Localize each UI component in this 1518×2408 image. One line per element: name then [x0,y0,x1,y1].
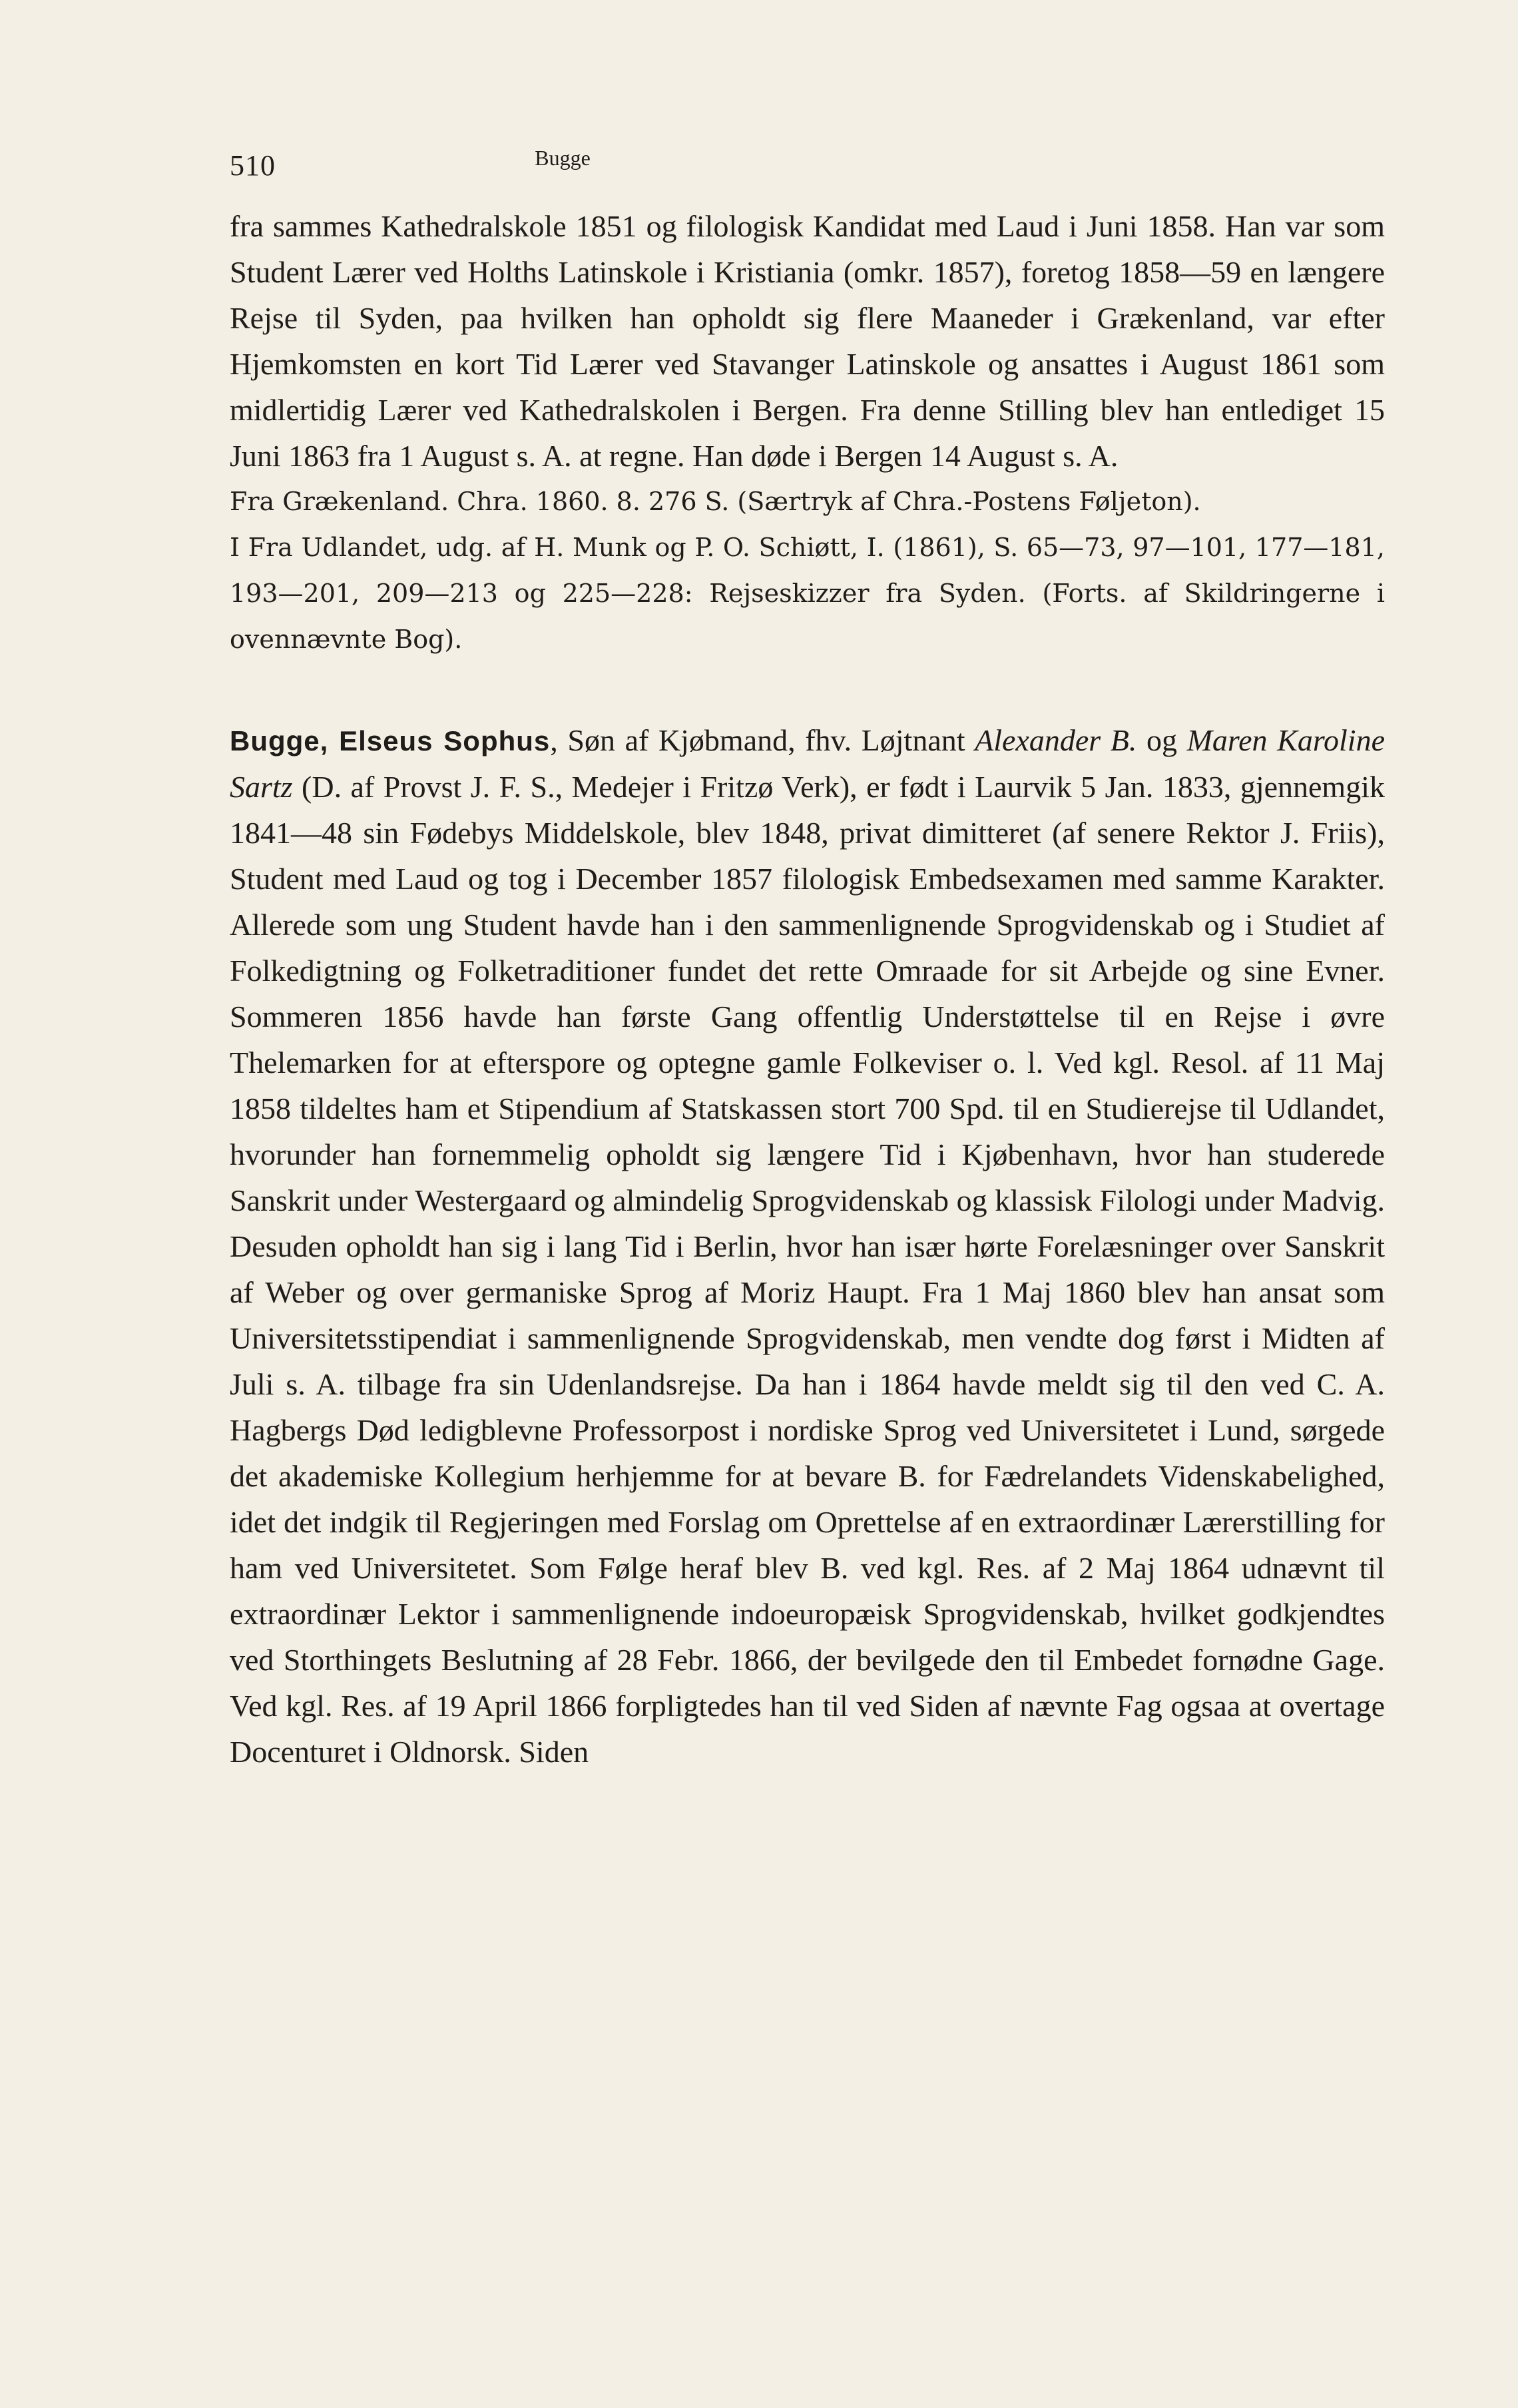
entry-name: Bugge, Elseus Sophus [230,725,551,756]
document-page [230,137,1385,2347]
entry-text-part-2: og [1137,723,1187,757]
mother-name: Maren Karoline Sartz [230,723,1385,804]
reference-entry-2: I Fra Udlandet, udg. af H. Munk og P. O. Schiøtt, I. (1861), S. 65—73, 97—101, 177—181, 193—201, 209—213 og 225—228: Rejseskizzer fra Syden. (Forts. af Skildringerne i ovennævnte Bog). [230,533,1385,654]
page-header [230,137,1385,190]
section-gap [230,663,1385,717]
running-head: Bugge [535,146,591,170]
reference-entry-1: Fra Grækenland. Chra. 1860. 8. 276 S. (Særtryk af Chra.-Postens Føljeton). [230,487,1201,516]
entry-text-part-3: (D. af Provst J. F. S., Medejer i Fritzø Verk), er født i Laurvik 5 Jan. 1833, gjennemgik 1841—48 sin Fødebys Middelskole, blev 1848, privat dimitteret (af senere Rektor J. Friis), Student med Laud og tog i December 1857 filologisk Embedsexamen med samme Karakter. Allerede som ung Student havde han i den sammenlignende Sprogvidenskab og i Studiet af Folkedigtning og Folketraditioner fundet det rette Omraade for sit Arbejde og sine Evner. Sommeren 1856 havde han første Gang offentlig Understøttelse til en Rejse i øvre Thelemarken for at efterspore og optegne gamle Folkeviser o. l. Ved kgl. Resol. af 11 Maj 1858 tildeltes ham et Stipendium af Statskassen stort 700 Spd. til en Studierejse til Udlandet, hvorunder han fornemmelig opholdt sig længere Tid i Kjøbenhavn, hvor han studerede Sanskrit under Westergaard og almindelig Sprogvidenskab og klassisk Filologi under Madvig. Desuden opholdt han sig i lang Tid i Berlin, hvor han især hørte Forelæsninger over Sanskrit af Weber og over germaniske Sprog af Moriz Haupt. Fra 1 Maj 1860 blev han ansat som Universitetsstipendiat i sammenlignende Sprogvidenskab, men vendte dog først i Midten af Juli s. A. tilbage fra sin Udenlandsrejse. Da han i 1864 havde meldt sig til den ved C. A. Hagbergs Død ledigblevne Professorpost i nordiske Sprog ved Universitetet i Lund, sørgede det akademiske Kollegium herhjemme for at bevare B. for Fædrelandets Videnskabelighed, idet det indgik til Regjeringen med Forslag om Oprettelse af en extraordinær Lærerstilling for ham ved Universitetet. Som Følge heraf blev B. ved kgl. Res. af 2 Maj 1864 udnævnt til extraordinær Lektor i sammenlignende indoeuropæisk Sprogvidenskab, hvilket godkjendtes ved Storthingets Beslutning af 28 Febr. 1866, der bevilgede den til Embedet fornødne Gage. Ved kgl. Res. af 19 April 1866 forpligtedes han til ved Siden af nævnte Fag ogsaa at overtage Docenturet i Oldnorsk. Siden [230,770,1385,1769]
reference-list [230,479,1385,663]
page-number: 510 [230,149,276,182]
biography-entry [230,717,1385,1775]
continuation-paragraph: fra sammes Kathedralskole 1851 og filologisk Kandidat med Laud i Juni 1858. Han var som Student Lærer ved Holths Latinskole i Kristiania (omkr. 1857), foretog 1858—59 en længere Rejse til Syden, paa hvilken han opholdt sig flere Maaneder i Grækenland, var efter Hjemkomsten en kort Tid Lærer ved Stavanger Latinskole og ansattes i August 1861 som midlertidig Lærer ved Kathedralskolen i Bergen. Fra denne Stilling blev han entlediget 15 Juni 1863 fra 1 August s. A. at regne. Han døde i Bergen 14 August s. A. [230,209,1385,473]
father-name: Alexander B. [975,723,1137,757]
body-text [230,203,1385,1775]
entry-text-part-1: , Søn af Kjøbmand, fhv. Løjtnant [550,723,975,757]
